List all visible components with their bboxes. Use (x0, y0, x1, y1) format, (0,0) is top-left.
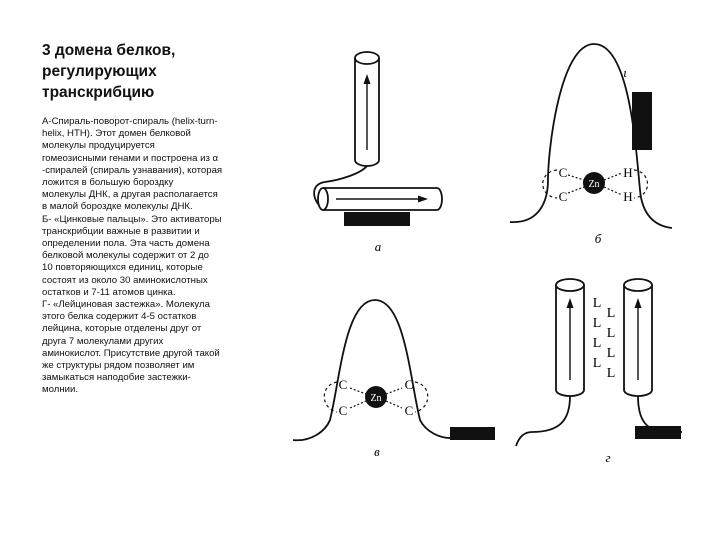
panel-label-b-top: ɩ (623, 65, 627, 80)
leucine-label: L (592, 356, 602, 371)
zinc-label: Zn (370, 393, 382, 404)
leucine-label: L (606, 346, 616, 361)
panel-c-zinc-finger (293, 300, 495, 459)
text-line: замыкаться наподобие застежки- (42, 372, 191, 384)
cys-label: C (338, 377, 348, 392)
cys-label: C (404, 403, 414, 418)
panel-d-leucine-zipper (516, 279, 682, 465)
panel-label-b: б (594, 231, 602, 246)
cys-label: C (404, 377, 414, 392)
leucine-label: L (592, 316, 602, 331)
panel-label-c: в (374, 444, 380, 459)
text-line: helix, HTH). Этот домен белковой (42, 128, 191, 140)
dna-bar (344, 212, 410, 226)
text-line: лейцина, которые отделены друг от (42, 323, 202, 335)
text-line: аминокислот. Присутствие другой такой (42, 347, 220, 359)
text-line: ложится в большую бороздку (42, 177, 174, 189)
text-line: молекулы продуцируется (42, 140, 155, 152)
panel-b-zinc-finger (510, 44, 672, 246)
panel-label-a: а (374, 239, 382, 254)
text-line: гомеозисными генами и построена из α (42, 152, 219, 164)
leucine-label: L (592, 336, 602, 351)
text-line: А-Спираль-поворот-спираль (helix-turn- (42, 116, 218, 127)
text-line: белковой молекулы содержит от 2 до (42, 250, 209, 262)
zinc-label: Zn (588, 179, 600, 190)
cys-label: C (558, 189, 568, 204)
leucine-label: L (606, 306, 616, 321)
text-line: -спиралей (спираль узнавания), которая (42, 164, 223, 176)
cys-label: C (338, 403, 348, 418)
leucine-label: L (592, 296, 602, 311)
text-line: Г- «Лейциновая застежка». Молекула (42, 299, 210, 311)
text-line: этого белка содержит 4-5 остатков (42, 311, 197, 323)
text-line: Б- «Цинковые пальцы». Это активаторы (42, 213, 222, 225)
panel-label-d: г (605, 450, 611, 465)
text-line: транскрибции важные в развитии и (42, 225, 200, 237)
text-line: 10 повторяющихся единиц, которые (42, 262, 203, 274)
his-label: H (623, 189, 633, 204)
dna-bar (450, 427, 495, 440)
text-line: в малой бороздке молекулы ДНК. (42, 201, 193, 213)
cys-label: C (558, 165, 568, 180)
text-line: остатков и 7-11 атомов цинка. (42, 286, 176, 298)
text-line: же структуры рядом позволяет им (42, 360, 195, 372)
leucine-label: L (606, 326, 616, 341)
title-line: транскрибцию (42, 84, 155, 101)
dna-bar (635, 426, 681, 439)
leucine-label: L (606, 366, 616, 381)
protein-domains-figure (290, 40, 690, 510)
panel-a-helix-turn-helix (314, 52, 442, 254)
description-text (42, 116, 274, 397)
text-line: определении пола. Эта часть домена (42, 238, 210, 250)
text-line: молекулы ДНК, а другая располагается (42, 189, 218, 201)
text-line: друга 7 молекулами других (42, 335, 164, 347)
text-line: состоят из около 30 аминокислотных (42, 274, 208, 286)
his-label: H (623, 165, 633, 180)
dna-bar (632, 92, 652, 150)
slide-title (42, 40, 262, 103)
title-line: регулирующих (42, 63, 157, 80)
title-line: 3 домена белков, (42, 42, 176, 59)
text-line: молнии. (42, 384, 78, 396)
